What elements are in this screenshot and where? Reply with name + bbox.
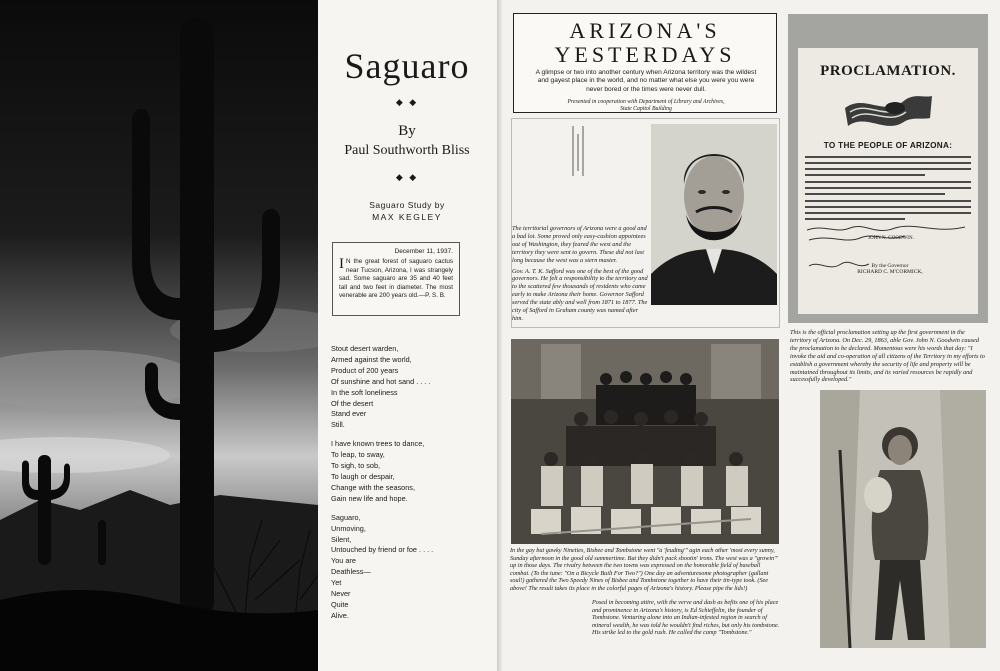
proclamation-heading: TO THE PEOPLE OF ARIZONA:: [823, 141, 953, 150]
baseball-caption: In the gay but gawky Nineties, Bisbee and Tombstone went "a 'feuding'" agin each other 'most every sunny, Sunday afternoon in the good old summertime. But they didn't pack shootin' irons. The west was a "growin'" up in those days. The rivalry between the two towns was expressed on the honorable field of baseball combat. (To the tune: "On a Bicycle Built For Two?") One day an adventuresome photographer (gallant soul!) gathered the Two Speedy Nines of Bisbee and Tombstone together to have their tin-type took. (See above! The result takes its place in the colorful pages of Arizona's history. Please pipe the lids!): [510, 547, 779, 592]
eagle-flag-icon: [840, 88, 935, 133]
poem-line: Of the desert: [331, 398, 374, 408]
proclamation-text-line: [805, 187, 971, 189]
poem-line: Stout desert warden,: [331, 344, 399, 353]
poem-line: Quite: [331, 599, 349, 609]
poem-line: Product of 200 years: [331, 365, 399, 375]
poem-title: Saguaro: [344, 46, 470, 86]
poem-line: Still.: [331, 420, 345, 430]
poem-line: To sigh, to sob,: [331, 461, 381, 471]
poem-line: In the soft loneliness: [331, 387, 398, 397]
poem-stanza: [331, 439, 491, 504]
poem-stanza: [331, 513, 491, 622]
poem-line: Saguaro,: [331, 512, 361, 522]
proclamation-text-line: [805, 162, 971, 164]
section-title-line: ARIZONA'S: [569, 18, 721, 43]
prospector-image: [820, 390, 986, 648]
proclamation-text-line: [805, 181, 971, 183]
decorative-rules: [571, 126, 585, 176]
saguaro-silhouette-image: [0, 0, 318, 671]
section-title-line: YESTERDAYS: [554, 42, 736, 67]
section-credit-line: Presented in cooperation with Department of Library and Archives,: [567, 99, 725, 105]
poem-line: Armed against the world,: [331, 354, 412, 364]
byline-label: By: [398, 123, 416, 139]
note-text: IN the great forest of saguaro cactus near Tucson, Arizona, I was strangely sad. Some saguaro are 35 and 40 feet tall and two feet in diameter. The most venerable are 200 years old.—P. S. B.: [339, 256, 453, 300]
governor-portrait-photo: [651, 124, 777, 305]
proclamation-text-line: [805, 212, 971, 214]
proclamation-text-line: [805, 218, 905, 220]
poem-line: Never: [331, 589, 351, 599]
proclamation-text-line: [805, 174, 925, 176]
saguaro-photo: [0, 0, 318, 671]
proclamation-text-line: [805, 193, 945, 195]
schieffelin-caption: Posed in becoming attire, with the verve and dash as befits one of his place and prominence in Arizona's history, is Ed Schieffelin, the founder of Tombstone. Venturing alone into an Indian-infested region in search of mineral wealth, he was told he wouldn't find riches, but only his tombstone. His strike led to the gold rush. He called the camp "Tombstone.": [592, 599, 780, 637]
portrait-image: [651, 124, 777, 305]
governors-caption: [512, 225, 650, 326]
author-note-box: [332, 242, 460, 316]
proclamation-caption: This is the official proclamation setting up the first government in the territory of Arizona. On Dec. 29, 1863, able Gov. John N. Goodwin caused the proclamation to be declared. Momentous were his words that day: "I invoke the aid and co-operation of all citizens of the Territory in my efforts to establish a government whereby the security of life and property will be maintained throughout its limits, and its varied resources be rapidly and successfully developed.": [790, 329, 985, 384]
poem-line: Unmoving,: [331, 523, 366, 533]
section-credit: [530, 99, 762, 113]
poem-stanza: [331, 344, 491, 431]
caption-paragraph: The territorial governors of Arizona were a good and a bad lot. Some proved only easy-cushion appointees out of Washington, they feared the west and the territory they were sent to govern. These did not last long because the west was a stern master.: [512, 225, 647, 264]
photo-credit: [322, 199, 492, 223]
poem-line: Yet: [331, 578, 342, 588]
proclamation-title: PROCLAMATION.: [820, 63, 956, 79]
poem-line: Alive.: [331, 610, 349, 620]
proclamation-by-governor: By the Governor: [871, 263, 909, 269]
section-header-box: [513, 13, 777, 113]
proclamation-text-line: [805, 156, 971, 158]
photo-credit-line: Saguaro Study by: [369, 200, 445, 210]
poem-line: You are: [331, 556, 356, 566]
page-gutter: [497, 0, 503, 671]
prospector-photo: [820, 390, 986, 648]
proclamation-governor-name: JOHN N. GOODWIN.: [868, 236, 914, 241]
poem-line: I have known trees to dance,: [331, 439, 425, 449]
section-title: [514, 19, 776, 67]
poem-line: To laugh or despair,: [331, 471, 395, 481]
proclamation-text-line: [805, 200, 971, 202]
poem-line: Stand ever: [331, 409, 367, 419]
team-group-image: [511, 339, 779, 544]
caption-paragraph: Gov. A. T. K. Safford was one of the best of the good governors. He felt a responsibility to the territory and to the scattered few thousands of residents who came early to make Arizona their home. Governor Safford served the state ably and well from 1871 to 1877. The city of Safford in Graham county was named after him.: [512, 267, 648, 322]
baseball-teams-photo: [511, 339, 779, 544]
poem-line: Deathless—: [331, 567, 371, 577]
proclamation-text-line: [805, 206, 971, 208]
poem-line: Untouched by friend or foe . . . .: [331, 545, 434, 555]
poem-body: [331, 344, 491, 630]
poem-line: Gain new life and hope.: [331, 493, 408, 503]
poem-line: Change with the seasons,: [331, 482, 415, 492]
section-credit-line: State Capitol Building: [620, 106, 672, 112]
note-date: December 11, 1937.: [394, 248, 453, 255]
photo-credit-name: MAX KEGLEY: [372, 212, 442, 222]
poem-line: Of sunshine and hot sand . . . .: [331, 376, 431, 386]
poem-line: To leap, to sway,: [331, 450, 385, 460]
ornament-divider: ◆ ◆: [395, 97, 419, 107]
author-name: Paul Southworth Bliss: [344, 143, 470, 158]
ornament-divider: ◆ ◆: [395, 172, 419, 182]
poem-line: Silent,: [331, 534, 352, 544]
proclamation-secretary: RICHARD C. M'CORMICK,: [857, 269, 923, 275]
proclamation-attest: [840, 263, 940, 275]
section-description: A glimpse or two into another century when Arizona territory was the wildest and gayest place in the world, and no matter what else you were you were never bored or the times were never dull.: [535, 69, 757, 93]
proclamation-text-line: [805, 168, 971, 170]
